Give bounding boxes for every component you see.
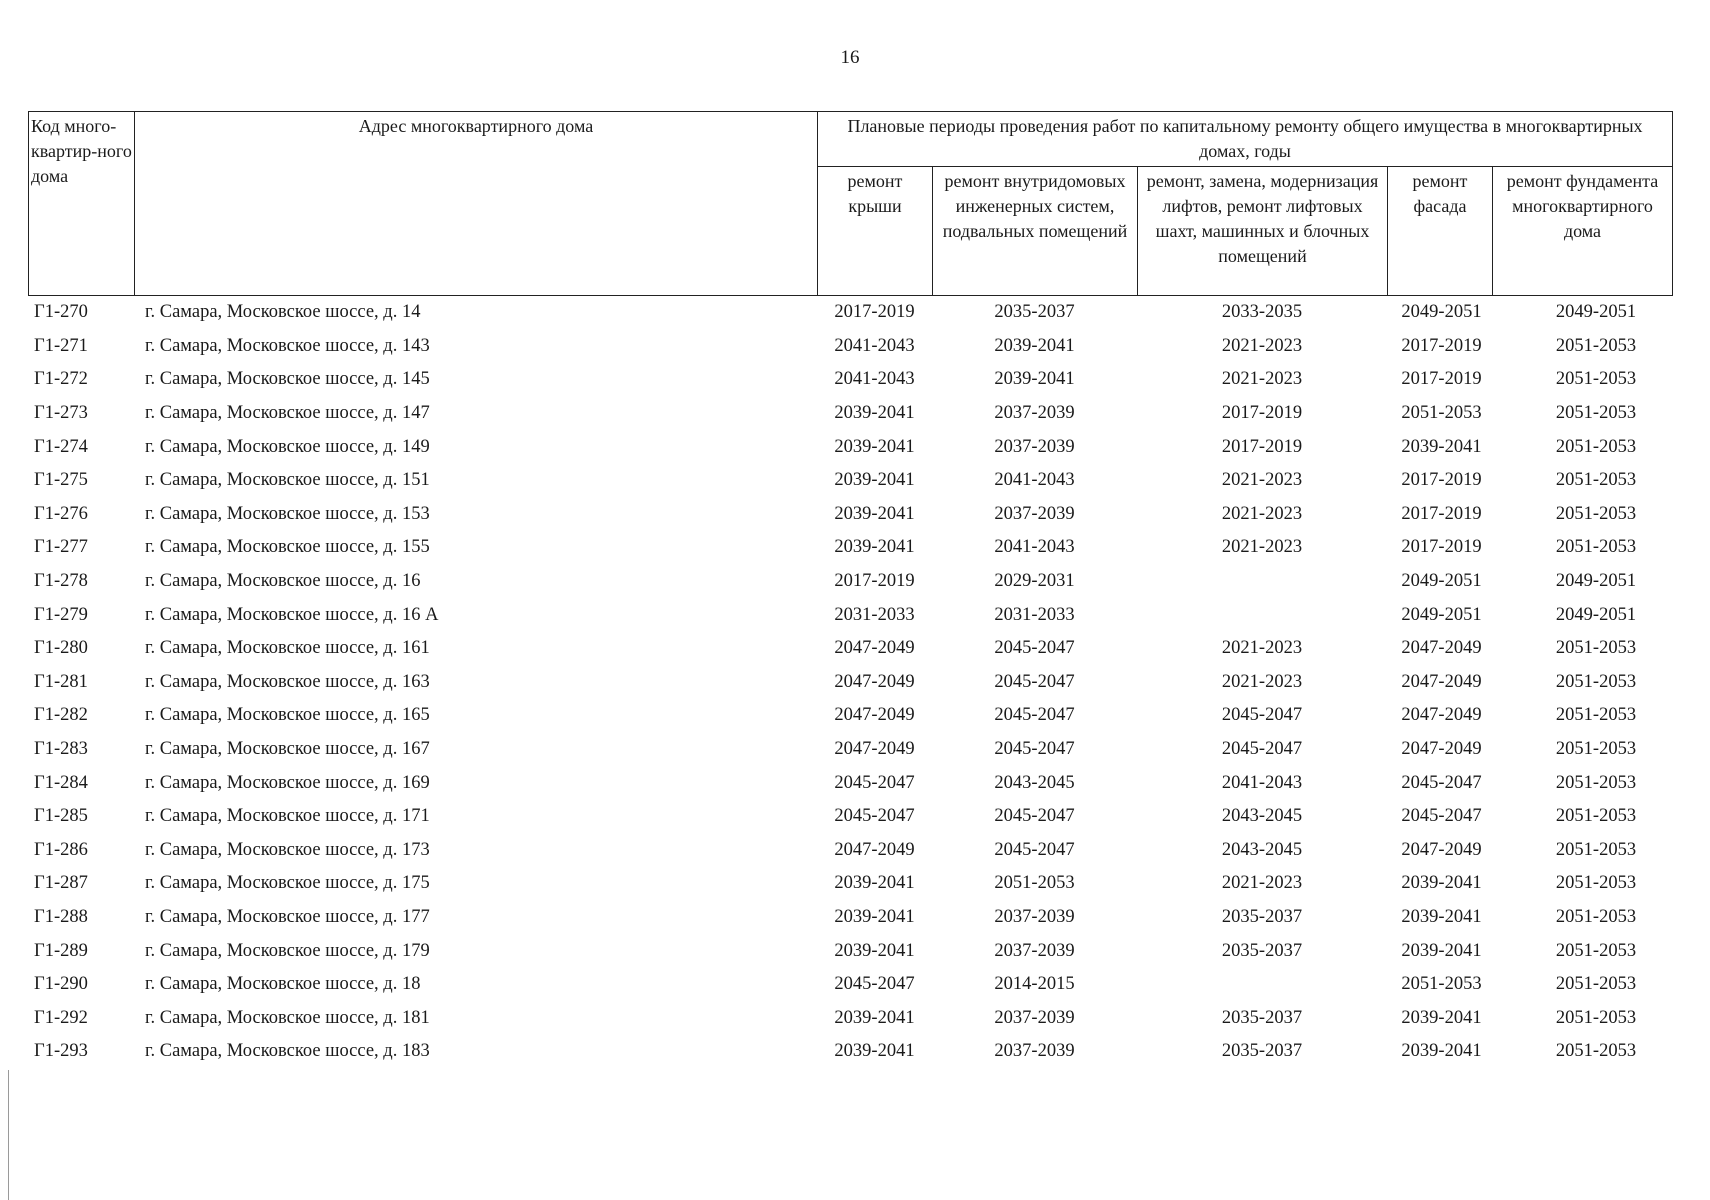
cell-facade: 2049-2051 xyxy=(1401,302,1482,323)
table-row xyxy=(28,968,1672,1002)
cell-lifts: 2021-2023 xyxy=(1221,537,1303,558)
cell-address: г. Самара, Московское шоссе, д. 183 xyxy=(145,1041,430,1062)
cell-lifts: 2021-2023 xyxy=(1221,369,1303,390)
cell-code: Г1-278 xyxy=(34,571,88,592)
table-row xyxy=(28,834,1672,868)
cell-foundation: 2051-2053 xyxy=(1555,503,1637,524)
cell-address: г. Самара, Московское шоссе, д. 145 xyxy=(145,369,430,390)
cell-foundation: 2051-2053 xyxy=(1555,537,1637,558)
table-row xyxy=(28,867,1672,901)
cell-address: г. Самара, Московское шоссе, д. 149 xyxy=(145,436,430,457)
cell-address: г. Самара, Московское шоссе, д. 155 xyxy=(145,537,430,558)
cell-address: г. Самара, Московское шоссе, д. 147 xyxy=(145,403,430,424)
header-code: Код много-квартир-ного дома xyxy=(29,112,135,296)
table-row xyxy=(28,363,1672,397)
cell-address: г. Самара, Московское шоссе, д. 143 xyxy=(145,335,430,356)
cell-lifts: 2033-2035 xyxy=(1221,302,1303,323)
cell-address: г. Самара, Московское шоссе, д. 171 xyxy=(145,806,430,827)
cell-code: Г1-276 xyxy=(34,503,88,524)
cell-foundation: 2051-2053 xyxy=(1555,403,1637,424)
cell-roof: 2017-2019 xyxy=(834,571,915,592)
cell-roof: 2039-2041 xyxy=(834,470,915,491)
cell-code: Г1-286 xyxy=(34,839,88,860)
cell-address: г. Самара, Московское шоссе, д. 175 xyxy=(145,873,430,894)
cell-lifts: 2041-2043 xyxy=(1221,772,1303,793)
table-row xyxy=(28,934,1672,968)
cell-lifts: 2021-2023 xyxy=(1221,671,1303,692)
cell-foundation: 2051-2053 xyxy=(1555,1007,1637,1028)
cell-address: г. Самара, Московское шоссе, д. 181 xyxy=(145,1007,430,1028)
cell-facade: 2051-2053 xyxy=(1401,974,1482,995)
cell-foundation: 2049-2051 xyxy=(1555,302,1637,323)
cell-lifts: 2017-2019 xyxy=(1221,403,1303,424)
table-row xyxy=(28,901,1672,935)
cell-engineering: 2045-2047 xyxy=(994,739,1075,760)
cell-address: г. Самара, Московское шоссе, д. 179 xyxy=(145,940,430,961)
page-number: 16 xyxy=(840,47,860,68)
cell-engineering: 2039-2041 xyxy=(994,369,1075,390)
cell-address: г. Самара, Московское шоссе, д. 153 xyxy=(145,503,430,524)
table-row xyxy=(28,498,1672,532)
cell-lifts: 2035-2037 xyxy=(1221,940,1303,961)
cell-address: г. Самара, Московское шоссе, д. 161 xyxy=(145,638,430,659)
cell-foundation: 2051-2053 xyxy=(1555,940,1637,961)
cell-facade: 2039-2041 xyxy=(1401,436,1482,457)
cell-roof: 2039-2041 xyxy=(834,1041,915,1062)
cell-engineering: 2045-2047 xyxy=(994,806,1075,827)
table-row xyxy=(28,766,1672,800)
cell-foundation: 2051-2053 xyxy=(1555,335,1637,356)
cell-foundation: 2051-2053 xyxy=(1555,671,1637,692)
cell-roof: 2047-2049 xyxy=(834,705,915,726)
cell-engineering: 2031-2033 xyxy=(994,604,1075,625)
cell-facade: 2039-2041 xyxy=(1401,873,1482,894)
table-row xyxy=(28,699,1672,733)
cell-engineering: 2045-2047 xyxy=(994,705,1075,726)
scan-edge-mark xyxy=(8,1070,9,1200)
header-roof: ремонт крыши xyxy=(818,167,933,296)
cell-facade: 2039-2041 xyxy=(1401,940,1482,961)
table-row xyxy=(28,733,1672,767)
cell-engineering: 2041-2043 xyxy=(994,537,1075,558)
cell-engineering: 2029-2031 xyxy=(994,571,1075,592)
cell-foundation: 2051-2053 xyxy=(1555,470,1637,491)
cell-engineering: 2045-2047 xyxy=(994,671,1075,692)
cell-engineering: 2051-2053 xyxy=(994,873,1075,894)
header-engineering: ремонт внутридомовых инженерных систем, подвальных помещений xyxy=(933,167,1138,296)
cell-engineering: 2043-2045 xyxy=(994,772,1075,793)
cell-facade: 2047-2049 xyxy=(1401,839,1482,860)
cell-foundation: 2051-2053 xyxy=(1555,638,1637,659)
cell-lifts: 2035-2037 xyxy=(1221,1041,1303,1062)
cell-facade: 2047-2049 xyxy=(1401,671,1482,692)
cell-facade: 2017-2019 xyxy=(1401,335,1482,356)
cell-engineering: 2037-2039 xyxy=(994,503,1075,524)
cell-foundation: 2051-2053 xyxy=(1555,436,1637,457)
cell-address: г. Самара, Московское шоссе, д. 173 xyxy=(145,839,430,860)
cell-engineering: 2039-2041 xyxy=(994,335,1075,356)
cell-foundation: 2051-2053 xyxy=(1555,806,1637,827)
cell-roof: 2047-2049 xyxy=(834,739,915,760)
cell-lifts: 2021-2023 xyxy=(1221,873,1303,894)
cell-code: Г1-271 xyxy=(34,335,88,356)
cell-code: Г1-279 xyxy=(34,604,88,625)
cell-code: Г1-270 xyxy=(34,302,88,323)
table-row xyxy=(28,565,1672,599)
cell-lifts: 2043-2045 xyxy=(1221,839,1303,860)
table-row xyxy=(28,632,1672,666)
cell-foundation: 2051-2053 xyxy=(1555,369,1637,390)
cell-address: г. Самара, Московское шоссе, д. 165 xyxy=(145,705,430,726)
cell-roof: 2045-2047 xyxy=(834,772,915,793)
cell-engineering: 2035-2037 xyxy=(994,302,1075,323)
cell-roof: 2047-2049 xyxy=(834,671,915,692)
cell-facade: 2049-2051 xyxy=(1401,571,1482,592)
cell-engineering: 2014-2015 xyxy=(994,974,1075,995)
header-foundation: ремонт фундамента многоквартирного дома xyxy=(1493,167,1673,296)
cell-engineering: 2045-2047 xyxy=(994,839,1075,860)
cell-foundation: 2051-2053 xyxy=(1555,772,1637,793)
cell-lifts: 2035-2037 xyxy=(1221,906,1303,927)
cell-foundation: 2051-2053 xyxy=(1555,873,1637,894)
cell-facade: 2017-2019 xyxy=(1401,503,1482,524)
cell-facade: 2047-2049 xyxy=(1401,638,1482,659)
cell-code: Г1-272 xyxy=(34,369,88,390)
cell-lifts: 2021-2023 xyxy=(1221,470,1303,491)
cell-lifts xyxy=(1137,565,1387,599)
cell-engineering: 2037-2039 xyxy=(994,940,1075,961)
cell-lifts: 2021-2023 xyxy=(1221,638,1303,659)
cell-facade: 2045-2047 xyxy=(1401,806,1482,827)
cell-facade: 2049-2051 xyxy=(1401,604,1482,625)
cell-facade: 2017-2019 xyxy=(1401,470,1482,491)
cell-address: г. Самара, Московское шоссе, д. 151 xyxy=(145,470,430,491)
cell-foundation: 2051-2053 xyxy=(1555,906,1637,927)
cell-roof: 2031-2033 xyxy=(834,604,915,625)
cell-roof: 2041-2043 xyxy=(834,335,915,356)
cell-code: Г1-293 xyxy=(34,1041,88,1062)
cell-facade: 2017-2019 xyxy=(1401,537,1482,558)
header-address: Адрес многоквартирного дома xyxy=(135,112,818,296)
cell-facade: 2047-2049 xyxy=(1401,705,1482,726)
cell-engineering: 2037-2039 xyxy=(994,403,1075,424)
header-periods: Плановые периоды проведения работ по капитальному ремонту общего имущества в многоквартирных домах, годы xyxy=(818,112,1673,167)
table-row xyxy=(28,666,1672,700)
cell-roof: 2039-2041 xyxy=(834,940,915,961)
cell-foundation: 2049-2051 xyxy=(1555,604,1637,625)
cell-address: г. Самара, Московское шоссе, д. 14 xyxy=(145,302,421,323)
cell-roof: 2047-2049 xyxy=(834,839,915,860)
data-table xyxy=(28,296,1672,1069)
cell-roof: 2041-2043 xyxy=(834,369,915,390)
cell-lifts xyxy=(1137,968,1387,1002)
cell-engineering: 2037-2039 xyxy=(994,1041,1075,1062)
cell-foundation: 2051-2053 xyxy=(1555,839,1637,860)
cell-facade: 2045-2047 xyxy=(1401,772,1482,793)
cell-code: Г1-284 xyxy=(34,772,88,793)
cell-lifts: 2045-2047 xyxy=(1221,739,1303,760)
cell-code: Г1-280 xyxy=(34,638,88,659)
cell-code: Г1-273 xyxy=(34,403,88,424)
cell-code: Г1-285 xyxy=(34,806,88,827)
cell-address: г. Самара, Московское шоссе, д. 16 А xyxy=(145,604,439,625)
cell-roof: 2017-2019 xyxy=(834,302,915,323)
table-row xyxy=(28,1001,1672,1035)
cell-lifts: 2043-2045 xyxy=(1221,806,1303,827)
table-body xyxy=(28,296,1672,1069)
cell-facade: 2017-2019 xyxy=(1401,369,1482,390)
cell-roof: 2039-2041 xyxy=(834,906,915,927)
cell-roof: 2045-2047 xyxy=(834,806,915,827)
table-row xyxy=(28,430,1672,464)
cell-address: г. Самара, Московское шоссе, д. 169 xyxy=(145,772,430,793)
cell-code: Г1-275 xyxy=(34,470,88,491)
cell-engineering: 2037-2039 xyxy=(994,1007,1075,1028)
table-row xyxy=(28,1035,1672,1069)
table-header xyxy=(28,111,1673,296)
cell-roof: 2039-2041 xyxy=(834,436,915,457)
cell-foundation: 2051-2053 xyxy=(1555,705,1637,726)
cell-foundation: 2051-2053 xyxy=(1555,739,1637,760)
header-lifts: ремонт, замена, модернизация лифтов, ремонт лифтовых шахт, машинных и блочных помещений xyxy=(1138,167,1388,296)
table-row xyxy=(28,800,1672,834)
cell-lifts: 2035-2037 xyxy=(1221,1007,1303,1028)
cell-code: Г1-288 xyxy=(34,906,88,927)
cell-roof: 2039-2041 xyxy=(834,537,915,558)
cell-lifts: 2021-2023 xyxy=(1221,503,1303,524)
cell-engineering: 2041-2043 xyxy=(994,470,1075,491)
cell-address: г. Самара, Московское шоссе, д. 177 xyxy=(145,906,430,927)
cell-address: г. Самара, Московское шоссе, д. 167 xyxy=(145,739,430,760)
table-row xyxy=(28,330,1672,364)
cell-foundation: 2051-2053 xyxy=(1555,1041,1637,1062)
cell-roof: 2039-2041 xyxy=(834,503,915,524)
cell-code: Г1-283 xyxy=(34,739,88,760)
cell-facade: 2039-2041 xyxy=(1401,1007,1482,1028)
cell-lifts: 2017-2019 xyxy=(1221,436,1303,457)
table-row xyxy=(28,531,1672,565)
cell-code: Г1-290 xyxy=(34,974,88,995)
cell-roof: 2039-2041 xyxy=(834,873,915,894)
cell-facade: 2047-2049 xyxy=(1401,739,1482,760)
cell-roof: 2039-2041 xyxy=(834,403,915,424)
cell-lifts: 2045-2047 xyxy=(1221,705,1303,726)
cell-code: Г1-282 xyxy=(34,705,88,726)
cell-foundation: 2051-2053 xyxy=(1555,974,1637,995)
header-facade: ремонт фасада xyxy=(1388,167,1493,296)
cell-engineering: 2045-2047 xyxy=(994,638,1075,659)
cell-facade: 2039-2041 xyxy=(1401,1041,1482,1062)
cell-address: г. Самара, Московское шоссе, д. 18 xyxy=(145,974,421,995)
cell-code: Г1-274 xyxy=(34,436,88,457)
cell-code: Г1-292 xyxy=(34,1007,88,1028)
cell-address: г. Самара, Московское шоссе, д. 163 xyxy=(145,671,430,692)
cell-roof: 2045-2047 xyxy=(834,974,915,995)
table-row xyxy=(28,464,1672,498)
cell-address: г. Самара, Московское шоссе, д. 16 xyxy=(145,571,421,592)
cell-engineering: 2037-2039 xyxy=(994,436,1075,457)
cell-roof: 2047-2049 xyxy=(834,638,915,659)
table-row xyxy=(28,397,1672,431)
cell-lifts: 2021-2023 xyxy=(1221,335,1303,356)
cell-code: Г1-287 xyxy=(34,873,88,894)
table-row xyxy=(28,296,1672,330)
cell-facade: 2051-2053 xyxy=(1401,403,1482,424)
cell-roof: 2039-2041 xyxy=(834,1007,915,1028)
cell-code: Г1-277 xyxy=(34,537,88,558)
cell-foundation: 2049-2051 xyxy=(1555,571,1637,592)
cell-facade: 2039-2041 xyxy=(1401,906,1482,927)
cell-code: Г1-281 xyxy=(34,671,88,692)
cell-engineering: 2037-2039 xyxy=(994,906,1075,927)
table-row xyxy=(28,598,1672,632)
cell-code: Г1-289 xyxy=(34,940,88,961)
cell-lifts xyxy=(1137,598,1387,632)
